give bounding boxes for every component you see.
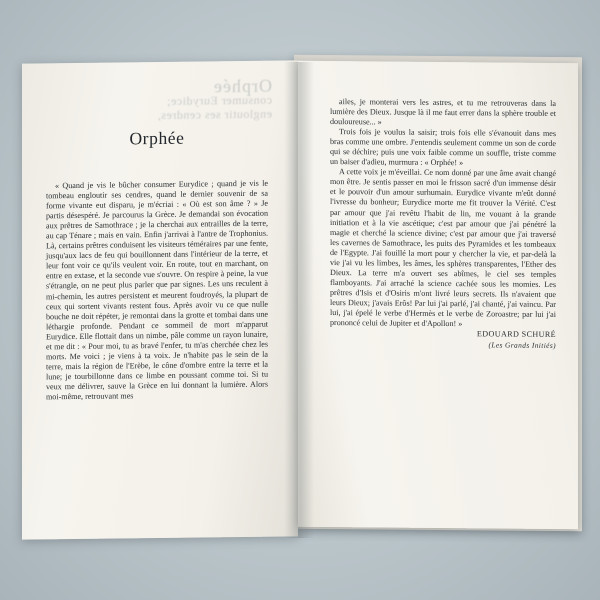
page-title: Orphée: [129, 127, 185, 149]
show-through-line: consumer Eurydice;: [166, 92, 272, 108]
show-through-title: Orphée: [213, 75, 272, 97]
paragraph: « Quand je vis le bûcher consumer Eurydice ; quand je vis le tombeau engloutir ses cendres, quand le dernier souvenir de sa forme vivante eut disparu, je m'écriai : « Où est son âme ? » Je partis désespéré. Je parcourus la Grèce. Je demandai son évocation aux prêtres de Samothrace ; je la cherchai aux entrailles de la terre, au cap Ténare ; mais en vain. Enfin j'arrivai à l'antre de Trophonius. Là, certains prêtres conduisent les visiteurs téméraires par une fente, jusqu'aux lacs de feu qui bouillonnent dans l'intérieur de la terre, et leur font voir ce qu'ils veulent voir. En route, tout en marchant, on entre en extase, et la seconde vue s'ouvre. On respire à peine, la vue s'étrangle, on ne peut plus parler que par signes. Les uns reculent à mi-chemin, les autres persistent et meurent foudroyés, la plupart de ceux qui sortent vivants restent fous. Après avoir vu ce que nulle bouche ne doit répéter, je remontai dans la grotte et tombai dans une léthargie profonde. Pendant ce sommeil de mort m'apparut Eurydice. Elle flottait dans un nimbe, pâle comme un rayon lunaire, et me dit : « Pour moi, tu as bravé l'enfer, tu m'as cherchée chez les morts. Me voici ; je viens à ta voix. Je n'habite pas le sein de la terre, mais la région de l'Erèbe, le cône d'ombre entre la terre et la lune; je tourbillonne dans ce limbe en poussant comme toi. Si tu veux me délivrer, sauve la Grèce en lui donnant la lumière. Alors moi-même, retrouvant mes: [46, 178, 268, 402]
show-through-text: [40, 75, 272, 124]
author-name: EDOUARD SCHURÉ: [476, 329, 556, 340]
author-signature: [330, 328, 556, 351]
left-text-column: [46, 179, 268, 403]
paragraph: A cette voix je m'éveillai. Ce nom donné par une âme avait changé mon être. Je sentis passer en moi le frisson sacré d'un immense désir et le pouvoir d'un amour surhumain. Eurydice vivante m'eût donné l'ivresse du bonheur; Eurydice morte me fit trouver la Vérité. C'est par amour que j'ai revêtu l'habit de lin, me vouant à la grande initiation et à la vie ascétique; c'est par amour que j'ai pénétré la magie et cherché la science divine; c'est par amour que j'ai traversé les cavernes de Samothrace, les puits des Pyramides et les tombeaux de l'Egypte. J'ai fouillé la mort pour y chercher la vie, et par-delà la vie j'ai vu les limbes, les âmes, les sphères transparentes, l'Ether des Dieux. La terre m'a ouvert ses abîmes, le ciel ses temples flamboyants. J'ai arraché la science cachée sous les momies. Les prêtres d'Isis et d'Osiris m'ont livré leurs secrets. Ils n'avaient que leurs Dieux; j'avais Erôs! Par lui j'ai parlé, j'ai chanté, j'ai vaincu. Par lui, j'ai épelé le verbe d'Hermès et le verbe de Zoroastre; par lui j'ai prononcé celui de Jupiter et d'Apollon! »: [330, 167, 556, 329]
right-text-column: [330, 97, 556, 351]
show-through-line: engloutir ses cendres,: [157, 106, 272, 123]
source-work: (Les Grands Initiés): [488, 340, 556, 351]
paragraph: Trois fois je voulus la saisir; trois fois elle s'évanouit dans mes bras comme une ombre. J'entendis seulement comme un son de corde qui se déchire; puis une voix faible comme un souffle, triste comme un baiser d'adieu, murmura : « Orphée! »: [330, 127, 556, 168]
paragraph: ailes, je monterai vers les astres, et tu me retrouveras dans la lumière des Dieux. Jusque là il me faut errer dans la sphère trouble et douloureuse... »: [330, 97, 556, 127]
open-leaflet: [22, 62, 578, 538]
